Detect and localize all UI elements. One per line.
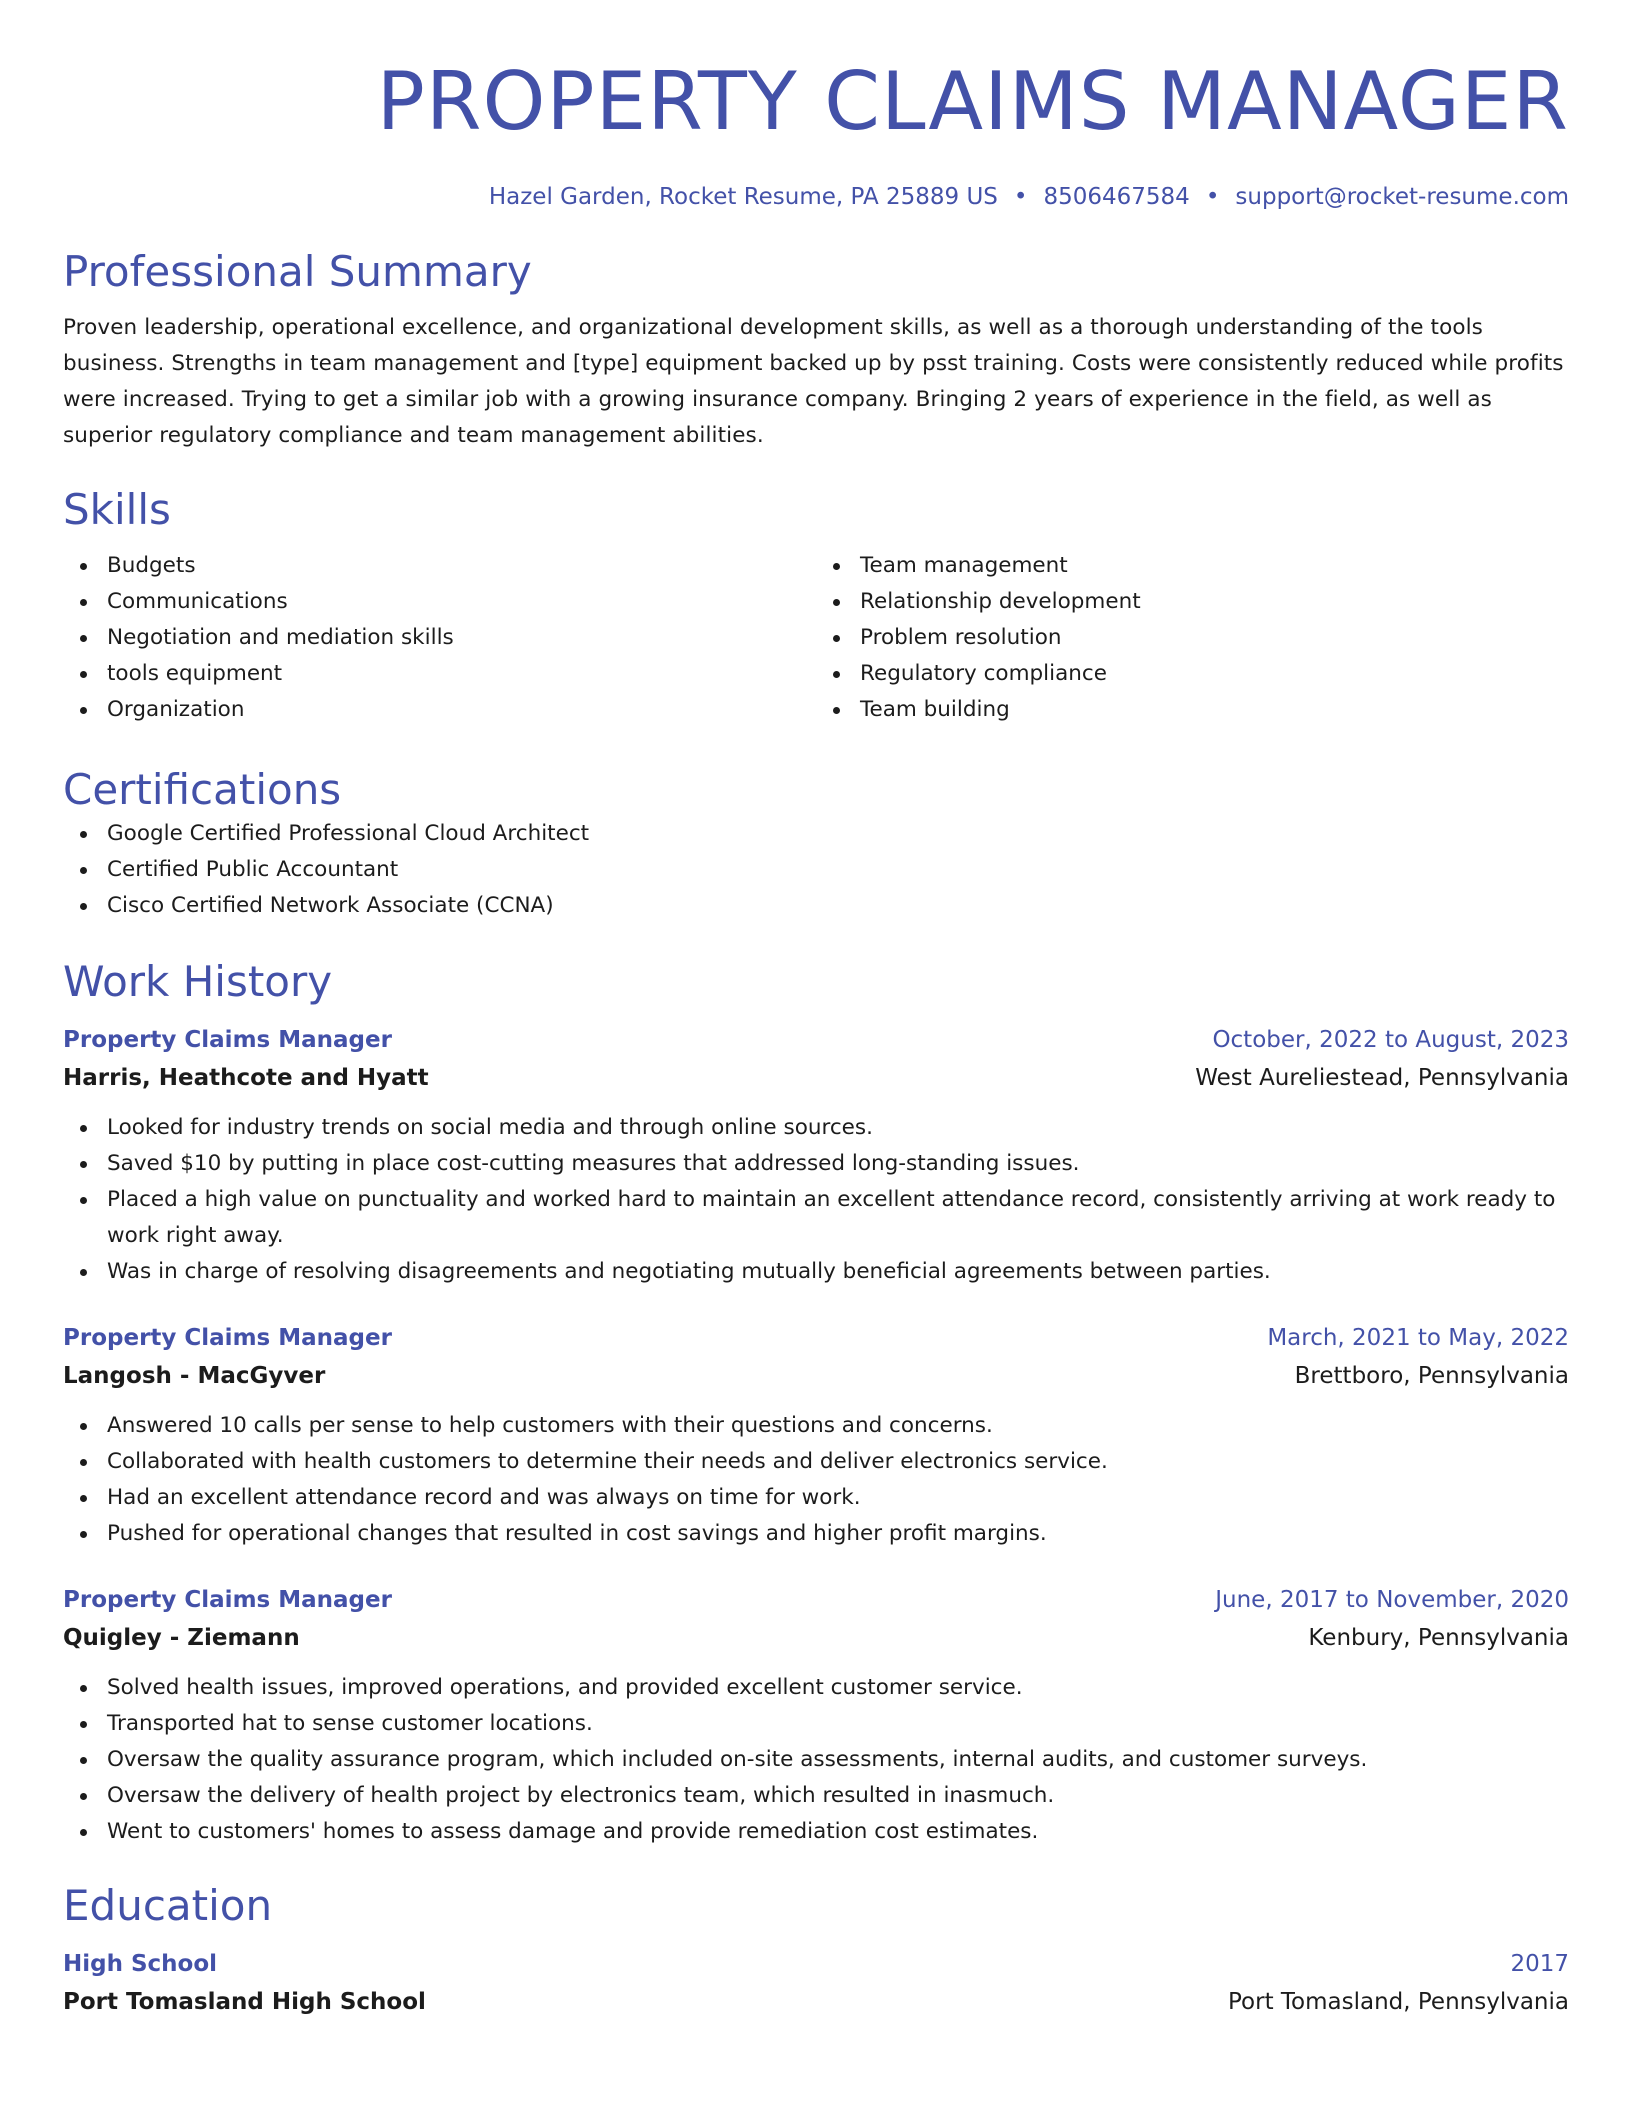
skill-item: Team building xyxy=(816,692,1569,728)
job-company-row xyxy=(63,1058,1569,1098)
job-dates: June, 2017 to November, 2020 xyxy=(1215,1587,1569,1613)
contact-email: support@rocket-resume.com xyxy=(1235,184,1569,210)
job-location: Kenbury, Pennsylvania xyxy=(1308,1625,1569,1651)
job-role: Property Claims Manager xyxy=(63,1027,392,1053)
contact-separator: • xyxy=(1013,184,1028,210)
education-heading: Education xyxy=(63,1881,273,1930)
job-bullet: Solved health issues, improved operations, and provided excellent customer service. xyxy=(63,1670,1569,1706)
certification-item: Certified Public Accountant xyxy=(63,852,1569,888)
summary-text: Proven leadership, operational excellence, and organizational development skills, as well as a thorough understanding of the tools business. Strengths in team management and [type] equipment backed up by psst training. Costs were consistently reduced while profits were increased. Trying to get a similar job with a growing insurance company. Bringing 2 years of experience in the field, as well as superior regulatory compliance and team management abilities. xyxy=(63,315,1564,448)
job-company: Langosh - MacGyver xyxy=(63,1363,326,1389)
contact-address: Hazel Garden, Rocket Resume, PA 25889 US xyxy=(488,184,998,210)
education-degree: High School xyxy=(63,1951,218,1977)
skill-item: Negotiation and mediation skills xyxy=(63,620,816,656)
job-location: Brettboro, Pennsylvania xyxy=(1294,1363,1569,1389)
job-header-row xyxy=(63,1022,1569,1058)
job-role: Property Claims Manager xyxy=(63,1325,392,1351)
job-bullet: Transported hat to sense customer locations. xyxy=(63,1706,1569,1742)
job-company: Quigley - Ziemann xyxy=(63,1625,300,1651)
skill-item: tools equipment xyxy=(63,656,816,692)
skills-grid xyxy=(63,548,1569,728)
education-location: Port Tomasland, Pennsylvania xyxy=(1228,1989,1569,2015)
job-company: Harris, Heathcote and Hyatt xyxy=(63,1065,429,1091)
skill-item: Regulatory compliance xyxy=(816,656,1569,692)
job-bullet: Answered 10 calls per sense to help customers with their questions and concerns. xyxy=(63,1408,1569,1444)
work-history-heading: Work History xyxy=(63,957,333,1006)
education-header-row xyxy=(63,1946,1569,1982)
job-dates: March, 2021 to May, 2022 xyxy=(1267,1325,1569,1351)
summary-heading: Professional Summary xyxy=(63,247,532,296)
certification-item: Google Certified Professional Cloud Architect xyxy=(63,816,1569,852)
job-bullet: Oversaw the delivery of health project by electronics team, which resulted in inasmuch. xyxy=(63,1778,1569,1814)
job-bullets xyxy=(63,1408,1569,1552)
job-bullet: Pushed for operational changes that resulted in cost savings and higher profit margins. xyxy=(63,1516,1569,1552)
contact-separator: • xyxy=(1205,184,1220,210)
education-entry xyxy=(63,1946,1569,2022)
job-header-row xyxy=(63,1320,1569,1356)
job-dates: October, 2022 to August, 2023 xyxy=(1212,1027,1569,1053)
job-bullet: Had an excellent attendance record and was always on time for work. xyxy=(63,1480,1569,1516)
skills-list-right xyxy=(816,548,1569,728)
job-header-row xyxy=(63,1582,1569,1618)
job-company-row xyxy=(63,1618,1569,1658)
job-role: Property Claims Manager xyxy=(63,1587,392,1613)
education-year: 2017 xyxy=(1510,1951,1569,1977)
education-school-row xyxy=(63,1982,1569,2022)
job-company-row xyxy=(63,1356,1569,1396)
certifications-heading: Certifications xyxy=(63,765,342,814)
job-bullet: Saved $10 by putting in place cost-cutting measures that addressed long-standing issues. xyxy=(63,1146,1569,1182)
job-bullet: Went to customers' homes to assess damage and provide remediation cost estimates. xyxy=(63,1814,1569,1850)
contact-phone: 8506467584 xyxy=(1043,184,1190,210)
job-bullet: Oversaw the quality assurance program, which included on-site assessments, internal audits, and customer surveys. xyxy=(63,1742,1569,1778)
job-entry xyxy=(63,1022,1569,1290)
job-bullet: Collaborated with health customers to determine their needs and deliver electronics service. xyxy=(63,1444,1569,1480)
skills-heading: Skills xyxy=(63,485,171,534)
job-entry xyxy=(63,1582,1569,1850)
skill-item: Organization xyxy=(63,692,816,728)
skill-item: Team management xyxy=(816,548,1569,584)
job-location: West Aureliestead, Pennsylvania xyxy=(1195,1065,1569,1091)
resume-name: PROPERTY CLAIMS MANAGER xyxy=(376,55,1569,148)
job-bullet: Was in charge of resolving disagreements and negotiating mutually beneficial agreements between parties. xyxy=(63,1254,1569,1290)
job-bullets xyxy=(63,1110,1569,1290)
job-entry xyxy=(63,1320,1569,1552)
skills-list-left xyxy=(63,548,816,728)
job-bullet: Placed a high value on punctuality and worked hard to maintain an excellent attendance record, consistently arriving at work ready to work right away. xyxy=(63,1182,1569,1254)
job-bullets xyxy=(63,1670,1569,1850)
certification-item: Cisco Certified Network Associate (CCNA) xyxy=(63,888,1569,924)
certifications-list xyxy=(63,816,1569,924)
skill-item: Problem resolution xyxy=(816,620,1569,656)
skill-item: Communications xyxy=(63,584,816,620)
contact-line xyxy=(63,182,1569,212)
skill-item: Relationship development xyxy=(816,584,1569,620)
job-bullet: Looked for industry trends on social media and through online sources. xyxy=(63,1110,1569,1146)
education-school: Port Tomasland High School xyxy=(63,1989,426,2015)
skill-item: Budgets xyxy=(63,548,816,584)
